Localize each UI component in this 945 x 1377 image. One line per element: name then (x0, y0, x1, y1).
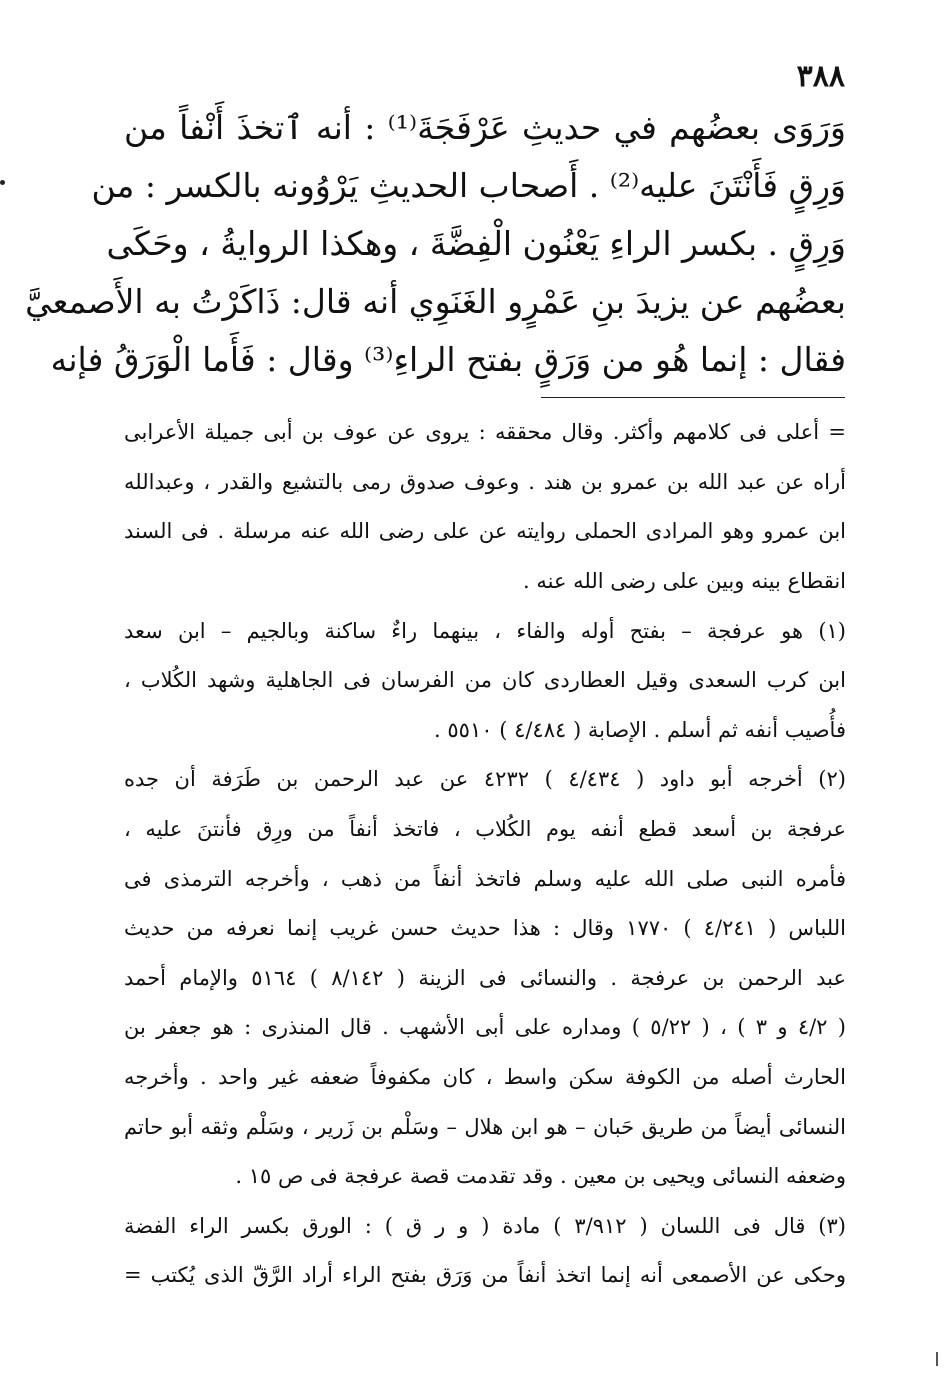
footnote-line: ابن كرب السعدى وقيل العطاردى كان من الفرسان فى الجاهلية وشهد الكُلاب ، (124, 668, 846, 693)
footnote-line: فأمره النبى صلى الله عليه وسلم فاتخذ أنفاً من ذهب ، وأخرجه الترمذى فى (124, 866, 846, 891)
footnote-line: (٢) أخرجه أبو داود ( ٤/٤٣٤ ) ٤٢٣٢ عن عبد الرحمن بن طَرَفة أن جده (124, 767, 846, 792)
main-text-line: فقال : إنما هُو من وَرَقٍ بفتح الراءِ⁽³⁾ وقال : فَأَما الْوَرَقُ فإنه (50, 339, 846, 379)
footnote-line: (٣) قال فى اللسان ( ٣/٩١٢ ) مادة ( و ر ق ) : الورق بكسر الراء الفضة (124, 1213, 846, 1238)
footnotes-block (124, 408, 846, 1301)
main-text-line: بعضُهم عن يزيدَ بنِ عَمْرٍو الغَنَوِي أنه قال: ذَاكَرْتُ به الأَصمعيَّ (25, 281, 846, 321)
footnote-line: فأُصيب أنفه ثم أسلم . الإصابة ( ٤/٤٨٤ ) ٥٥١٠ . (434, 717, 846, 742)
main-text-block (25, 98, 846, 388)
footnote-separator (541, 397, 845, 398)
footnote-line: عرفجة بن أسعد قطع أنفه يوم الكُلاب ، فاتخذ أنفاً من ورِق فأنتنَ عليه ، (124, 817, 846, 842)
footnote-line: الحارث أصله من الكوفة سكن واسط ، كان مكفوفاً ضعفه غير واحد . وأخرجه (124, 1065, 846, 1090)
margin-mark (936, 1352, 938, 1366)
footnote-line: ابن عمرو وهو المرادى الحملى روايته عن على رضى الله عنه مرسلة . فى السند (124, 519, 846, 544)
main-text-line: وَرَوَى بعضُهم في حديثِ عَرْفَجَةَ⁽¹⁾ : أنه ٱتخذَ أَنْفاً من (124, 107, 846, 147)
footnote-line: اللباس ( ٤/٢٤١ ) ١٧٧٠ وقال : هذا حديث حسن غريب إنما نعرفه من حديث (124, 916, 846, 941)
footnote-line: عبد الرحمن بن عرفجة . والنسائى فى الزينة ( ٨/١٤٢ ) ٥١٦٤ والإمام أحمد (124, 965, 846, 990)
main-text-line: وَرِقٍ فَأَنْتَنَ عليه⁽²⁾ . أَصحاب الحديثِ يَرْوُونه بالكسر : من (91, 165, 846, 205)
footnote-line: انقطاع بينه وبين على رضى الله عنه . (523, 569, 846, 594)
main-text-line: وَرِقٍ . بكسر الراءِ يَعْنُون الْفِضَّةَ ، وهكذا الروايةُ ، وحَكَى (106, 223, 846, 263)
footnote-line: ( ٤/٢ و ٣ ) ، ( ٥/٢٢ ) ومداره على أبى الأشهب . قال المنذرى : هو جعفر بن (124, 1015, 846, 1040)
page-number: ٣٨٨ (796, 59, 845, 94)
footnote-line: النسائى أيضاً من طريق حَبان – هو ابن هلال – وسَلْم بن زَرير ، وسَلْم وثقه أبو حاتم (124, 1114, 846, 1139)
footnote-line: وضعفه النسائى ويحيى بن معين . وقد تقدمت قصة عرفجة فى ص ١٥ . (235, 1164, 846, 1189)
footnote-line: (١) هو عرفجة – بفتح أوله والفاء ، بينهما راءٌ ساكنة وبالجيم – ابن سعد (124, 618, 846, 643)
footnote-line: أراه عن عبد الله بن عمرو بن هند . وعوف صدوق رمى بالتشيع والقدر ، وعبدالله (124, 469, 846, 494)
footnote-line: وحكى عن الأصمعى أنه إنما اتخذ أنفاً من وَرَق بفتح الراء أراد الرَّقّ الذى يُكتب = (124, 1263, 846, 1288)
footnote-line: = أعلى فى كلامهم وأكثر. وقال محققه : يروى عن عوف بن أبى جميلة الأعرابى (124, 420, 846, 445)
margin-speck (0, 180, 5, 185)
